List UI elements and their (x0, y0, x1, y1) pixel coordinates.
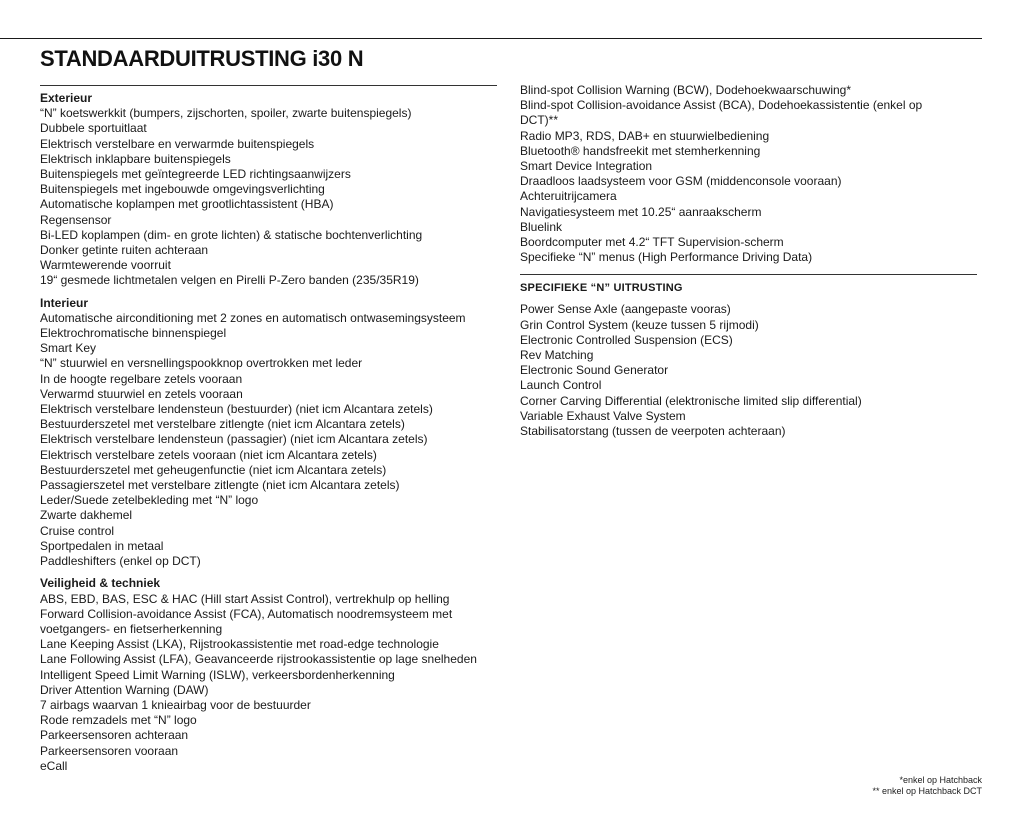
section-heading-specifieke-n: SPECIFIEKE “N” UITRUSTING (520, 282, 683, 295)
section-heading-interieur: Interieur (40, 295, 89, 310)
list-item: Smart Key (40, 341, 97, 356)
list-veiligheid (40, 592, 510, 774)
list-item: Buitenspiegels met geïntegreerde LED richtingsaanwijzers (40, 167, 351, 182)
list-item: Corner Carving Differential (elektronische limited slip differential) (520, 393, 862, 408)
list-item: Forward Collision-avoidance Assist (FCA), Automatisch noodremsysteem met (40, 606, 453, 621)
list-item: Bluelink (520, 219, 563, 234)
list-item: Power Sense Axle (aangepaste vooras) (520, 302, 731, 317)
list-item: Verwarmd stuurwiel en zetels vooraan (40, 386, 243, 401)
right-column (520, 83, 980, 439)
list-item: Bi-LED koplampen (dim- en grote lichten) & statische bochtenverlichting (40, 227, 423, 242)
list-item: Smart Device Integration (520, 159, 653, 174)
list-item: Rev Matching (520, 348, 594, 363)
list-item: In de hoogte regelbare zetels vooraan (40, 371, 243, 386)
list-item: 19“ gesmede lichtmetalen velgen en Pirelli P-Zero banden (235/35R19) (40, 273, 419, 288)
list-specifieke-n (520, 302, 980, 439)
list-item: “N” stuurwiel en versnellingspookknop overtrokken met leder (40, 356, 363, 371)
list-item: Radio MP3, RDS, DAB+ en stuurwielbediening (520, 128, 770, 143)
page-title: STANDAARDUITRUSTING i30 N (40, 46, 364, 71)
list-exterieur (40, 106, 510, 288)
list-item: Lane Keeping Assist (LKA), Rijstrookassistentie met road-edge technologie (40, 637, 439, 652)
top-divider (0, 38, 982, 39)
list-item: Parkeersensoren vooraan (40, 743, 179, 758)
list-item: Electronic Controlled Suspension (ECS) (520, 332, 733, 347)
list-item: Draadloos laadsysteem voor GSM (middenconsole vooraan) (520, 174, 842, 189)
section-heading-exterieur: Exterieur (40, 91, 93, 105)
list-item: Passagierszetel met verstelbare zitlengte (niet icm Alcantara zetels) (40, 478, 400, 493)
list-item: eCall (40, 758, 68, 773)
list-item: Automatische airconditioning met 2 zones en automatisch ontwasemingsysteem (40, 310, 466, 325)
list-item: Driver Attention Warning (DAW) (40, 682, 209, 697)
list-interieur (40, 311, 510, 569)
list-item: 7 airbags waarvan 1 knieairbag voor de bestuurder (40, 697, 311, 712)
left-column (40, 91, 510, 774)
list-item: Launch Control (520, 378, 602, 393)
list-item: voetgangers- en fietserherkenning (40, 621, 223, 636)
list-item: Leder/Suede zetelbekleding met “N” logo (40, 493, 259, 508)
list-item: Elektrisch verstelbare lendensteun (passagier) (niet icm Alcantara zetels) (40, 432, 428, 447)
list-item: Elektrochromatische binnenspiegel (40, 326, 227, 341)
list-item: Lane Following Assist (LFA), Geavanceerde rijstrookassistentie op lage snelheden (40, 652, 477, 667)
list-item: Elektrisch verstelbare lendensteun (bestuurder) (niet icm Alcantara zetels) (40, 402, 433, 417)
list-item: Automatische koplampen met grootlichtassistent (HBA) (40, 197, 334, 212)
list-item: Specifieke “N” menus (High Performance Driving Data) (520, 250, 813, 265)
list-item: Buitenspiegels met ingebouwde omgevingsverlichting (40, 182, 325, 197)
list-item: ABS, EBD, BAS, ESC & HAC (Hill start Assist Control), vertrekhulp op helling (40, 591, 450, 606)
list-item: Cruise control (40, 523, 115, 538)
list-item: Donker getinte ruiten achteraan (40, 243, 209, 258)
list-item: Rode remzadels met “N” logo (40, 713, 197, 728)
list-item: Variable Exhaust Valve System (520, 408, 686, 423)
list-item: Stabilisatorstang (tussen de veerpoten achteraan) (520, 424, 786, 439)
list-item: Grin Control System (keuze tussen 5 rijmodi) (520, 317, 759, 332)
footnotes (872, 775, 982, 797)
list-item: Zwarte dakhemel (40, 508, 133, 523)
title-divider (40, 85, 497, 86)
list-item: DCT)** (520, 113, 558, 128)
list-item: Blind-spot Collision Warning (BCW), Dodehoekwaarschuwing* (520, 83, 852, 97)
footnote-hatchback: *enkel op Hatchback (899, 775, 982, 785)
list-item: Elektrisch inklapbare buitenspiegels (40, 151, 231, 166)
list-item: Navigatiesysteem met 10.25“ aanraakscherm (520, 204, 762, 219)
list-item: Elektrisch verstelbare en verwarmde buitenspiegels (40, 136, 315, 151)
section-heading-veiligheid: Veiligheid & techniek (40, 576, 161, 591)
list-item: Bestuurderszetel met geheugenfunctie (niet icm Alcantara zetels) (40, 462, 387, 477)
list-item: Paddleshifters (enkel op DCT) (40, 554, 201, 569)
list-item: Warmtewerende voorruit (40, 258, 171, 273)
list-item: Regensensor (40, 212, 112, 227)
list-item: Blind-spot Collision-avoidance Assist (BCA), Dodehoekassistentie (enkel op (520, 98, 923, 113)
list-item: Bestuurderszetel met verstelbare zitlengte (niet icm Alcantara zetels) (40, 417, 405, 432)
list-item: Dubbele sportuitlaat (40, 121, 147, 136)
list-item: Achteruitrijcamera (520, 189, 617, 204)
list-item: Intelligent Speed Limit Warning (ISLW), verkeersbordenherkenning (40, 667, 395, 682)
list-item: Elektrisch verstelbare zetels vooraan (niet icm Alcantara zetels) (40, 447, 377, 462)
list-item: Bluetooth® handsfreekit met stemherkenning (520, 143, 761, 158)
list-item: Boordcomputer met 4.2“ TFT Supervision-scherm (520, 235, 784, 250)
list-item: Electronic Sound Generator (520, 363, 669, 378)
footnote-hatchback-dct: ** enkel op Hatchback DCT (872, 786, 982, 796)
list-item: Parkeersensoren achteraan (40, 728, 189, 743)
list-item: Sportpedalen in metaal (40, 538, 164, 553)
section-divider (520, 274, 977, 275)
list-veiligheid-vervolg (520, 83, 980, 265)
list-item: “N” koetswerkkit (bumpers, zijschorten, spoiler, zwarte buitenspiegels) (40, 106, 412, 121)
